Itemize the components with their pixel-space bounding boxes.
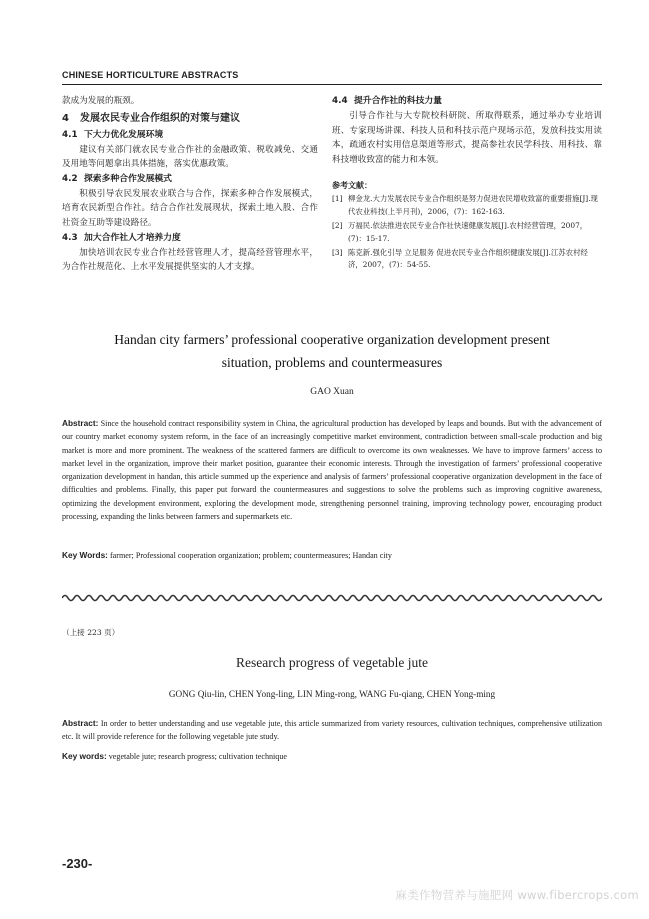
- subsection-title: 提升合作社的科技力量: [354, 96, 442, 106]
- subsection-number: 4.1: [62, 129, 78, 140]
- article2-abstract: [62, 717, 602, 744]
- abstract-text: Since the household contract responsibility system in China, the agricultural production has developed by leaps and bounds. But with the advancement of our country market economy system reform, in the face of an increasingly competitive market environment, contradiction between small-scale production and big market is more and more prominent. The weakness of the scattered farmers are difficult to overcome its own weaknesses. We have to improve farmers’ access to market level in the organization, improve their market position, guarantee their economic interests. Through the investigation of farmers’ professional cooperative organization development in handan, this article summed up the experience and analysis of farmers’ professional cooperative organization development in the face of difficulties and problems. Finally, this paper put forward the countermeasures and suggestions to solve the problems such as improving cognitive awareness, optimizing the development environment, exploring the development mode, strengthening personnel training, improving technology power, encouraging product processing, expanding the links between farmers and supermarkets etc.: [62, 419, 602, 522]
- reference-number: [1]: [332, 194, 343, 204]
- article1-author: GAO Xuan: [310, 387, 354, 397]
- article1-title: [62, 328, 602, 374]
- subsection-number: 4.4: [332, 96, 348, 106]
- subsection-text: 引导合作社与大专院校科研院、所取得联系，通过举办专业培训班、专家现场讲课、科技人员和科技示范户现场示范，发放科技实用读本，疏通农村实用信息渠道等形式，提高参社农民学科技、用科技、靠科技增收致富的能力和本领。: [332, 111, 602, 165]
- abstract-text: In order to better understanding and use vegetable jute, this article summarized from variety resources, cultivation techniques, comprehensive utilization etc. It will provide reference for the following vegetable jute study.: [62, 719, 602, 742]
- subsection-heading: [62, 128, 318, 143]
- subsection-text: 加快培训农民专业合作社经营管理人才，提高经营管理水平，为合作社规范化、上水平发展提供坚实的人才支撑。: [62, 247, 318, 273]
- section-number: 4: [62, 112, 69, 124]
- subsection-title: 下大力优化发展环境: [84, 129, 164, 140]
- subsection-number: 4.3: [62, 232, 78, 243]
- abstract-label: Abstract:: [62, 418, 99, 428]
- subsection-number: 4.2: [62, 173, 78, 184]
- section-title: 发展农民专业合作组织的对策与建议: [80, 112, 240, 124]
- reference-number: [3]: [332, 248, 343, 257]
- references-title: 参考文献：: [332, 181, 372, 191]
- reference-text: 万福民.依法推进农民专业合作社快速健康发展[J].农村经营管理，2007，(7)：15-17.: [348, 221, 588, 243]
- subsection-text: 建议有关部门就农民专业合作社的金融政策、税收减免、交通及用地等问题拿出具体措施，落实优惠政策。: [62, 144, 318, 170]
- article1-title-line2: situation, problems and countermeasures: [221, 355, 443, 370]
- reference-text: 陈克新.强化引导 立足服务 促进农民专业合作组织健康发展[J].江苏农村经济，2007，(7)：54-55.: [348, 248, 588, 270]
- site-watermark: 麻类作物营养与施肥网 www.fibercrops.com: [395, 888, 639, 902]
- section-heading: [62, 110, 318, 127]
- reference-item: [332, 220, 602, 245]
- article1-abstract: [62, 417, 602, 523]
- article1-keywords: [62, 549, 602, 562]
- subsection-title: 加大合作社人才培养力度: [84, 232, 181, 243]
- keywords-text: farmer; Professional cooperation organization; problem; countermeasures; Handan city: [107, 551, 392, 560]
- subsection-text: 积极引导农民发展农业联合与合作，探索多种合作发展模式，培育农民新型合作社。结合合作社发展现状，探索土地入股、合作社资金互助等建设路径。: [62, 188, 318, 228]
- article2-title: Research progress of vegetable jute: [236, 655, 428, 670]
- keywords-label: Key Words:: [62, 550, 108, 560]
- article2-authors: GONG Qiu-lin, CHEN Yong-ling, LIN Ming-rong, WANG Fu-qiang, CHEN Yong-ming: [168, 689, 496, 699]
- subsection-heading: [62, 231, 318, 246]
- abstract-label: Abstract:: [62, 718, 99, 728]
- reference-number: [2]: [332, 221, 343, 231]
- reference-item: [332, 247, 602, 272]
- header-rule: [62, 84, 602, 85]
- wavy-divider: [62, 590, 602, 606]
- continuation-note: （上接 223 页）: [62, 628, 120, 637]
- continued-text: 款成为发展的瓶颈。: [62, 96, 140, 106]
- subsection-heading: [62, 172, 318, 187]
- article1-title-line1: Handan city farmers’ professional cooperative organization development present: [114, 332, 550, 347]
- reference-text: 柳金龙.大力发展农民专业合作组织是努力促进农民增收致富的重要措施[J].现代农业科技(上半月刊)，2006，(7)：162-163.: [348, 194, 598, 216]
- subsection-title: 探索多种合作发展模式: [84, 173, 172, 184]
- journal-header: CHINESE HORTICULTURE ABSTRACTS: [62, 70, 239, 80]
- keywords-text: vegetable jute; research progress; cultivation technique: [106, 752, 287, 761]
- subsection-heading: [332, 94, 602, 109]
- right-column: [332, 94, 602, 274]
- page-number: -230-: [62, 856, 93, 871]
- reference-item: [332, 193, 602, 218]
- keywords-label: Key words:: [62, 751, 107, 761]
- left-column: [62, 94, 318, 275]
- article2-keywords: [62, 750, 602, 763]
